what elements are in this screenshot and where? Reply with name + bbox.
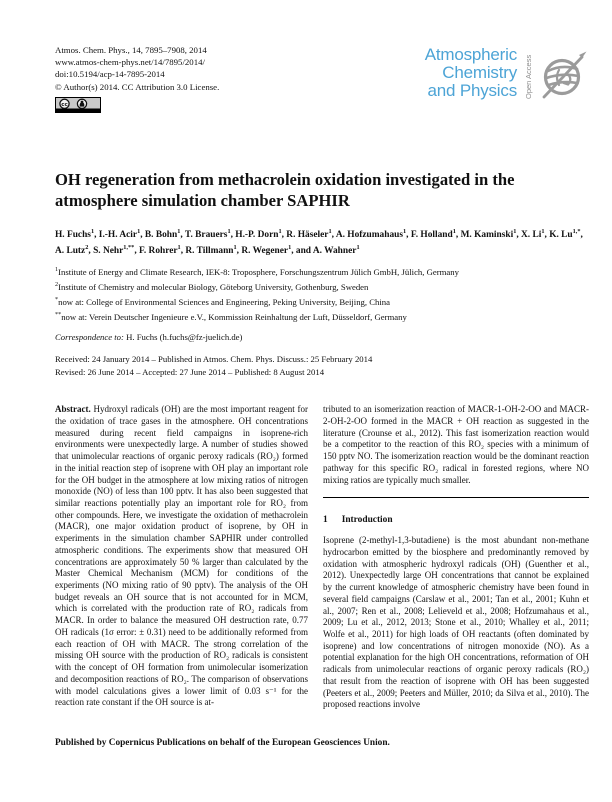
correspondence-label: Correspondence to: <box>55 332 124 343</box>
egu-globe-icon <box>537 46 589 113</box>
open-access-label: Open Access <box>524 54 533 100</box>
author-name: H.-P. Dorn$^1$, <box>235 227 287 240</box>
author-name: R. Häseler$^1$, <box>286 227 336 240</box>
affiliation-line: $^2$Institute of Chemistry and molecular Biology, Göteborg University, Gothenburg, Sweden <box>55 281 369 292</box>
journal-title-line: and Physics <box>427 81 517 100</box>
section-title: Introduction <box>341 515 393 526</box>
article-title: OH regeneration from methacrolein oxidation investigated in the atmosphere simulation chamber SAPHIR <box>55 169 515 211</box>
introduction-heading <box>323 515 589 525</box>
abstract-text-part1: Hydroxyl radicals (OH) are the most important reagent for the oxidation of trace gases in the atmosphere. OH concentrations measured during recent field campaigns in isoprene-rich environments were unexpectedly large. A number of studies showed that unimolecular reactions of organic peroxy radicals (RO₂) formed in the initial reaction step of isoprene with OH play an important role for the OH budget in the atmosphere at low mixing ratios of nitrogen monoxide (NO) of less than 100 pptv. It has also been suggested that similar reactions potentially play an important role for RO₂ from other compounds. Here, we investigate the oxidation of methacrolein (MACR), one major oxidation product of isoprene, by OH in experiments in the simulation chamber SAPHIR under controlled atmospheric conditions. The experiments show that measured OH concentrations are approximately 50 % larger than calculated by the Master Chemical Mechanism (MCM) for conditions of the experiments (NO mixing ratio of 90 pptv). The analysis of the OH budget reveals an OH source that is not accounted for in MCM, which is correlated with the production rate of RO₂ radicals from MACR. In order to balance the measured OH destruction rate, 0.77 OH radicals (1σ error: ± 0.31) need to be additionally reformed from each reaction of OH with MACR. The strong correlation of the missing OH source with the production of RO₂ radicals is consistent with the concept of OH formation from unimolecular isomerization and decomposition reactions of RO₂. The comparison of observations with model calculations gives a lower limit of 0.03 s⁻¹ for the reaction rate constant if the OH source is at- <box>55 404 308 708</box>
date-line: Revised: 26 June 2014 – Accepted: 27 June 2014 – Published: 8 August 2014 <box>55 366 325 377</box>
citation-block <box>55 44 219 93</box>
author-name: I.-H. Acir$^1$, <box>98 227 145 240</box>
author-name: and A. Wahner$^1$ <box>295 243 360 256</box>
publisher-footer: Published by Copernicus Publications on behalf of the European Geosciences Union. <box>55 738 390 748</box>
correspondence-text: H. Fuchs (h.fuchs@fz-juelich.de) <box>123 332 243 343</box>
citation-line: doi:10.5194/acp-14-7895-2014 <box>55 69 165 80</box>
author-name: K. $Lu^{1,*}$, <box>549 227 583 240</box>
correspondence-line <box>55 332 589 342</box>
citation-area <box>55 44 219 118</box>
author-name: A. Hofzumahaus$^1$, <box>335 227 411 240</box>
journal-logo <box>425 46 589 113</box>
citation-line: Atmos. Chem. Phys., 14, 7895–7908, 2014 <box>55 45 207 55</box>
affiliation-line: **now at: Verein Deutscher Ingenieure e.V., Kommission Reinhaltung der Luft, Düsseldorf, Germany <box>55 310 407 322</box>
abstract-paragraph <box>55 404 308 709</box>
author-name: R. Wegener$^1$, <box>241 243 296 256</box>
svg-text:cc: cc <box>61 101 68 108</box>
right-column <box>323 404 589 711</box>
author-name: S. Nehr$^{1,**}$, <box>93 243 139 256</box>
affiliation-line: *now at: College of Environmental Sciences and Engineering, Peking University, Beijing, China <box>55 295 390 307</box>
author-name: F. Rohrer$^1$, <box>139 243 186 256</box>
author-name: M. Kaminski$^1$, <box>460 227 522 240</box>
article-body <box>55 404 589 711</box>
author-name: A. Lutz$^2$, <box>55 243 94 256</box>
left-column <box>55 404 308 711</box>
author-list <box>55 226 589 257</box>
page-header <box>55 44 589 118</box>
abstract-label: Abstract. <box>55 404 91 415</box>
journal-title-line: Atmospheric <box>424 45 517 64</box>
author-name: R. Tillmann$^1$, <box>185 243 242 256</box>
section-number: 1 <box>323 515 328 526</box>
cc-by-license-icon <box>55 97 219 118</box>
affiliation-line: $^1$Institute of Energy and Climate Research, IEK-8: Troposphere, Forschungszentrum Jülich GmbH, Jülich, Germany <box>55 266 459 278</box>
abstract-continuation: tributed to an isomerization reaction of MACR-1-OH-2-OO and MACR-2-OH-2-OO formed in the MACR + OH reaction as suggested in the literature (Crounse et al., 2012). This fast isomerization reaction would be a competitor to the reaction of this RO₂ species with a minimum of 150 pptv NO. The isomerization reaction would be the dominant reaction pathway for this specific RO₂ radical in forested regions, where NO mixing ratios are typically much smaller. <box>323 404 589 485</box>
author-name: X. Li$^1$, <box>521 227 550 240</box>
date-line: Received: 24 January 2014 – Published in Atmos. Chem. Phys. Discuss.: 25 February 2014 <box>55 354 373 365</box>
author-name: T. Brauers$^1$, <box>184 227 236 240</box>
citation-line: © Author(s) 2014. CC Attribution 3.0 License. <box>55 81 220 92</box>
journal-title-line: Chemistry <box>442 63 517 82</box>
author-name: H. Fuchs$^1$, <box>55 227 99 240</box>
section-divider <box>323 497 589 498</box>
dates-block <box>55 353 589 378</box>
journal-title <box>425 46 517 100</box>
introduction-paragraph: Isoprene (2-methyl-1,3-butadiene) is the most abundant non-methane hydrocarbon emitted by the biosphere and predominantly removed by oxidation with atmospheric hydroxyl radicals (OH) (Guenther et al., 2012). Unexpectedly large OH concentrations that cannot be explained by the current knowledge of atmospheric chemistry have been found in several field campaigns (Carslaw et al., 2001; Tan et al., 2001; Kuhn et al., 2007; Ren et al., 2008; Lelieveld et al., 2008; Hofzumahaus et al., 2009; Lu et al., 2012, 2013; Stone et al., 2010; Whalley et al., 2011; Wolfe et al., 2011) for high loads of OH reactants (often dominated by isoprene) and low concentrations of nitrogen monoxide (NO). As a potential explanation for the high OH concentrations, reformation of OH radicals from unimolecular reactions of organic peroxy radicals (RO₂) that result from the reaction of isoprene with OH has been suggested (Peeters et al., 2009; Peeters and Müller, 2010; da Silva et al., 2010). The proposed reactions involve <box>323 535 589 710</box>
affiliation-list <box>55 264 589 323</box>
author-name: F. Holland$^1$, <box>410 227 461 240</box>
author-name: B. Bohn$^1$, <box>144 227 185 240</box>
citation-line: www.atmos-chem-phys.net/14/7895/2014/ <box>55 57 205 68</box>
